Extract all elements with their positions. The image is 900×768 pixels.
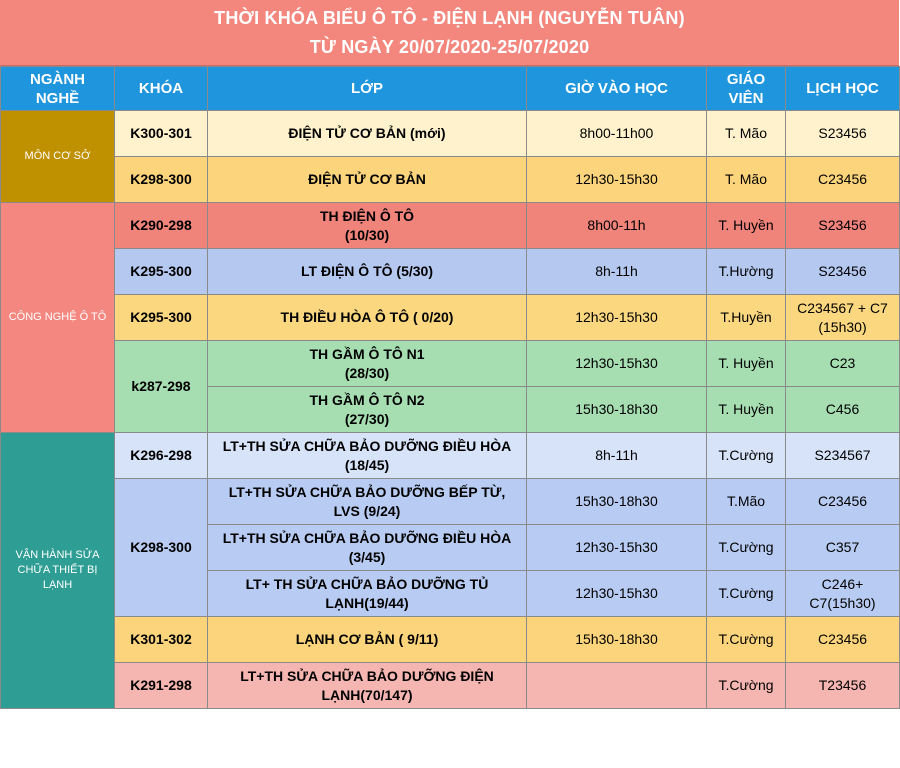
gio-cell: 15h30-18h30 (527, 479, 707, 525)
khoa-cell: K290-298 (115, 203, 208, 249)
lich-hoc-cell: C456 (786, 387, 900, 433)
khoa-cell: K295-300 (115, 295, 208, 341)
group-cong-nghe-oto: CÔNG NGHỆ Ô TÔ (1, 203, 115, 433)
lop-cell: TH ĐIỆN Ô TÔ (10/30) (208, 203, 527, 249)
header-nganh-nghe: NGÀNH NGHỀ (1, 67, 115, 111)
giao-vien-cell: T.Huyền (707, 295, 786, 341)
group-mon-co-so: MÔN CƠ SỞ (1, 111, 115, 203)
header-lich-hoc: LỊCH HỌC (786, 67, 900, 111)
title-line-1: THỜI KHÓA BIỂU Ô TÔ - ĐIỆN LẠNH (NGUYỄN TUÂN) (214, 8, 685, 28)
giao-vien-cell: T. Huyền (707, 387, 786, 433)
lich-hoc-cell: C246+ C7(15h30) (786, 571, 900, 617)
table-row (1, 111, 900, 157)
lich-hoc-cell: T23456 (786, 663, 900, 709)
gio-cell: 8h-11h (527, 249, 707, 295)
table-header-row (1, 67, 900, 111)
table-row (1, 203, 900, 249)
gio-cell: 12h30-15h30 (527, 525, 707, 571)
lich-hoc-cell: S23456 (786, 249, 900, 295)
gio-cell: 8h00-11h00 (527, 111, 707, 157)
lich-hoc-cell: C23 (786, 341, 900, 387)
lop-cell: ĐIỆN TỬ CƠ BẢN (208, 157, 527, 203)
lich-hoc-cell: C23456 (786, 157, 900, 203)
giao-vien-cell: T.Cường (707, 617, 786, 663)
gio-cell: 12h30-15h30 (527, 295, 707, 341)
giao-vien-cell: T. Huyền (707, 341, 786, 387)
gio-cell: 15h30-18h30 (527, 617, 707, 663)
lop-cell: LẠNH CƠ BẢN ( 9/11) (208, 617, 527, 663)
khoa-cell: K300-301 (115, 111, 208, 157)
lop-cell: LT+TH SỬA CHỮA BẢO DƯỠNG ĐIỆN LẠNH(70/147) (208, 663, 527, 709)
gio-cell: 12h30-15h30 (527, 157, 707, 203)
lich-hoc-cell: S23456 (786, 203, 900, 249)
lich-hoc-cell: C23456 (786, 479, 900, 525)
gio-cell: 8h-11h (527, 433, 707, 479)
group-van-hanh-sua-chua: VẬN HÀNH SỬA CHỮA THIẾT BỊ LẠNH (1, 433, 115, 709)
giao-vien-cell: T. Mão (707, 111, 786, 157)
khoa-cell: K298-300 (115, 479, 208, 617)
lop-cell: TH GẦM Ô TÔ N2 (27/30) (208, 387, 527, 433)
header-gio-vao-hoc: GIỜ VÀO HỌC (527, 67, 707, 111)
lich-hoc-cell: C234567 + C7 (15h30) (786, 295, 900, 341)
gio-cell (527, 663, 707, 709)
table-row (1, 663, 900, 709)
schedule-table (0, 66, 900, 709)
lop-cell: LT+TH SỬA CHỮA BẢO DƯỠNG BẾP TỪ, LVS (9/24) (208, 479, 527, 525)
lop-cell: LT+TH SỬA CHỮA BẢO DƯỠNG ĐIỀU HÒA (18/45) (208, 433, 527, 479)
gio-cell: 15h30-18h30 (527, 387, 707, 433)
gio-cell: 12h30-15h30 (527, 341, 707, 387)
khoa-cell: K291-298 (115, 663, 208, 709)
table-row (1, 249, 900, 295)
lich-hoc-cell: C357 (786, 525, 900, 571)
giao-vien-cell: T. Mão (707, 157, 786, 203)
khoa-cell: K298-300 (115, 157, 208, 203)
lop-cell: LT+ TH SỬA CHỮA BẢO DƯỠNG TỦ LẠNH(19/44) (208, 571, 527, 617)
lop-cell: TH ĐIỀU HÒA Ô TÔ ( 0/20) (208, 295, 527, 341)
table-row (1, 157, 900, 203)
lich-hoc-cell: C23456 (786, 617, 900, 663)
khoa-cell: K301-302 (115, 617, 208, 663)
header-giao-vien: GIÁO VIÊN (707, 67, 786, 111)
lop-cell: LT ĐIỆN Ô TÔ (5/30) (208, 249, 527, 295)
table-row (1, 617, 900, 663)
khoa-cell: K295-300 (115, 249, 208, 295)
schedule-title (0, 0, 899, 66)
lich-hoc-cell: S23456 (786, 111, 900, 157)
giao-vien-cell: T.Cường (707, 525, 786, 571)
table-row (1, 433, 900, 479)
giao-vien-cell: T.Cường (707, 433, 786, 479)
khoa-cell: K296-298 (115, 433, 208, 479)
giao-vien-cell: T.Mão (707, 479, 786, 525)
header-lop: LỚP (208, 67, 527, 111)
table-row (1, 295, 900, 341)
giao-vien-cell: T. Huyền (707, 203, 786, 249)
lich-hoc-cell: S234567 (786, 433, 900, 479)
gio-cell: 8h00-11h (527, 203, 707, 249)
giao-vien-cell: T.Cường (707, 663, 786, 709)
lop-cell: TH GẦM Ô TÔ N1 (28/30) (208, 341, 527, 387)
gio-cell: 12h30-15h30 (527, 571, 707, 617)
header-khoa: KHÓA (115, 67, 208, 111)
giao-vien-cell: T.Cường (707, 571, 786, 617)
khoa-cell: k287-298 (115, 341, 208, 433)
table-row (1, 341, 900, 387)
lop-cell: ĐIỆN TỬ CƠ BẢN (mới) (208, 111, 527, 157)
title-line-2: TỪ NGÀY 20/07/2020-25/07/2020 (309, 37, 590, 57)
giao-vien-cell: T.Hường (707, 249, 786, 295)
lop-cell: LT+TH SỬA CHỮA BẢO DƯỠNG ĐIỀU HÒA (3/45) (208, 525, 527, 571)
table-row (1, 479, 900, 525)
